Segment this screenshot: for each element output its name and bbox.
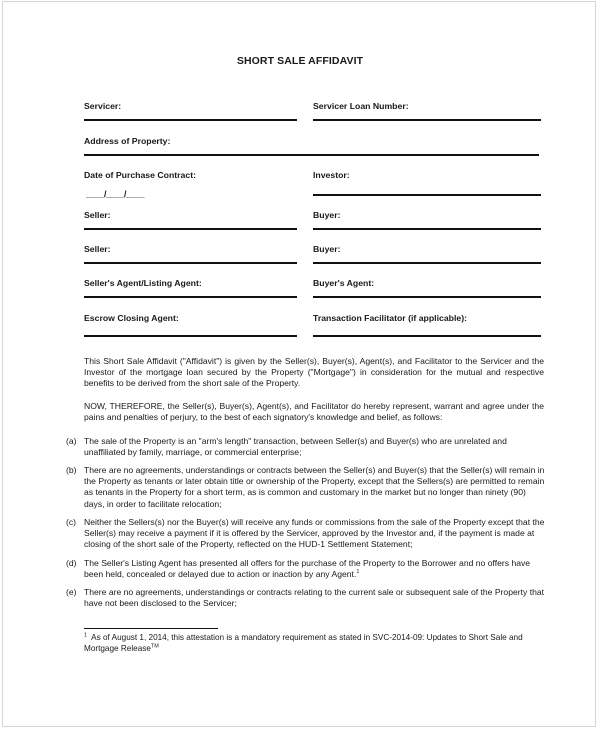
sellers-agent-field[interactable] xyxy=(84,296,297,298)
footnote-number: 1 xyxy=(84,632,88,639)
servicer-loan-number-label: Servicer Loan Number: xyxy=(313,101,409,111)
clause-c xyxy=(66,517,546,551)
date-of-purchase-contract-field[interactable]: ____/____/____ xyxy=(86,189,145,199)
document-title: SHORT SALE AFFIDAVIT xyxy=(236,55,364,67)
buyer-2-label: Buyer: xyxy=(313,244,341,254)
buyer-1-label: Buyer: xyxy=(313,210,341,220)
footnote xyxy=(84,633,544,655)
transaction-facilitator-field[interactable] xyxy=(313,335,541,337)
investor-field[interactable] xyxy=(313,194,541,196)
escrow-closing-agent-field[interactable] xyxy=(84,335,297,337)
trademark-symbol: TM xyxy=(150,643,159,650)
now-therefore-paragraph: NOW, THEREFORE, the Seller(s), Buyer(s), Agent(s), and Facilitator do hereby represent, warrant and agree under the pains and penalties of perjury, to the best of each signatory's knowledge and belief, as follows: xyxy=(84,401,544,423)
clause-text: There are no agreements, understandings or contracts relating to the current sale or subsequent sale of the Property that have not been disclosed to the Servicer; xyxy=(84,587,545,609)
clause-marker: (e) xyxy=(66,587,77,597)
buyer-2-field[interactable] xyxy=(313,262,541,264)
footnote-reference[interactable]: 1 xyxy=(356,569,360,576)
buyers-agent-field[interactable] xyxy=(313,296,541,298)
clause-text: Neither the Sellers(s) nor the Buyer(s) will receive any funds or commissions from the sale of the Property except that the Seller(s) may receive a payment if it is offered by the Servicer, approved by the Investor and, if the payment is made at closing of the short sale of the Property, reflected on the HUD-1 Settlement Statement; xyxy=(84,517,545,550)
clause-marker: (d) xyxy=(66,558,77,568)
seller-2-field[interactable] xyxy=(84,262,297,264)
clause-a xyxy=(66,436,546,458)
servicer-field[interactable] xyxy=(84,119,297,121)
date-of-purchase-contract-label: Date of Purchase Contract: xyxy=(84,170,196,180)
footnote-separator xyxy=(84,628,218,629)
seller-1-field[interactable] xyxy=(84,228,297,230)
intro-paragraph: This Short Sale Affidavit ("Affidavit") is given by the Seller(s), Buyer(s), Agent(s), and Facilitator to the Servicer and the Investor of the mortgage loan secured by the Property ("Mortgage") in consideration for the mutual and respective benefits to be derived from the short sale of the Property. xyxy=(84,356,544,389)
clause-marker: (b) xyxy=(66,465,77,475)
sellers-agent-label: Seller's Agent/Listing Agent: xyxy=(84,278,202,288)
clause-text: The sale of the Property is an "arm's length" transaction, between Seller(s) and Buyer(s) who are unrelated and unaffiliated by family, marriage, or commercial enterprise; xyxy=(84,436,507,458)
servicer-label: Servicer: xyxy=(84,101,122,111)
clause-marker: (c) xyxy=(66,517,77,527)
buyers-agent-label: Buyer's Agent: xyxy=(313,278,375,288)
escrow-closing-agent-label: Escrow Closing Agent: xyxy=(84,313,179,323)
address-of-property-field[interactable] xyxy=(84,154,539,156)
clause-d xyxy=(66,558,546,580)
servicer-loan-number-field[interactable] xyxy=(313,119,541,121)
seller-1-label: Seller: xyxy=(84,210,111,220)
clause-e xyxy=(66,587,546,609)
clause-b xyxy=(66,465,546,510)
footnote-text: As of August 1, 2014, this attestation is a mandatory requirement as stated in SVC-2014-09: Updates to Short Sale and Mortgage Release xyxy=(84,633,523,653)
transaction-facilitator-label: Transaction Facilitator (if applicable): xyxy=(313,313,467,323)
seller-2-label: Seller: xyxy=(84,244,111,254)
investor-label: Investor: xyxy=(313,170,350,180)
address-of-property-label: Address of Property: xyxy=(84,136,171,146)
clause-text: The Seller's Listing Agent has presented all offers for the purchase of the Property to the Borrower and no offers have been held, concealed or delayed due to action or inaction by any Agent. xyxy=(84,558,531,580)
clause-text: There are no agreements, understandings or contracts between the Seller(s) and Buyer(s) that the Seller(s) will remain in the Property as tenants or later obtain title or ownership of the Property, except that the Sellers(s) are permitted to remain as tenants in the Property for a short term, as is common and customary in the market but no longer than ninety (90) days, in order to facilitate relocation; xyxy=(84,465,545,509)
buyer-1-field[interactable] xyxy=(313,228,541,230)
clause-marker: (a) xyxy=(66,436,77,446)
